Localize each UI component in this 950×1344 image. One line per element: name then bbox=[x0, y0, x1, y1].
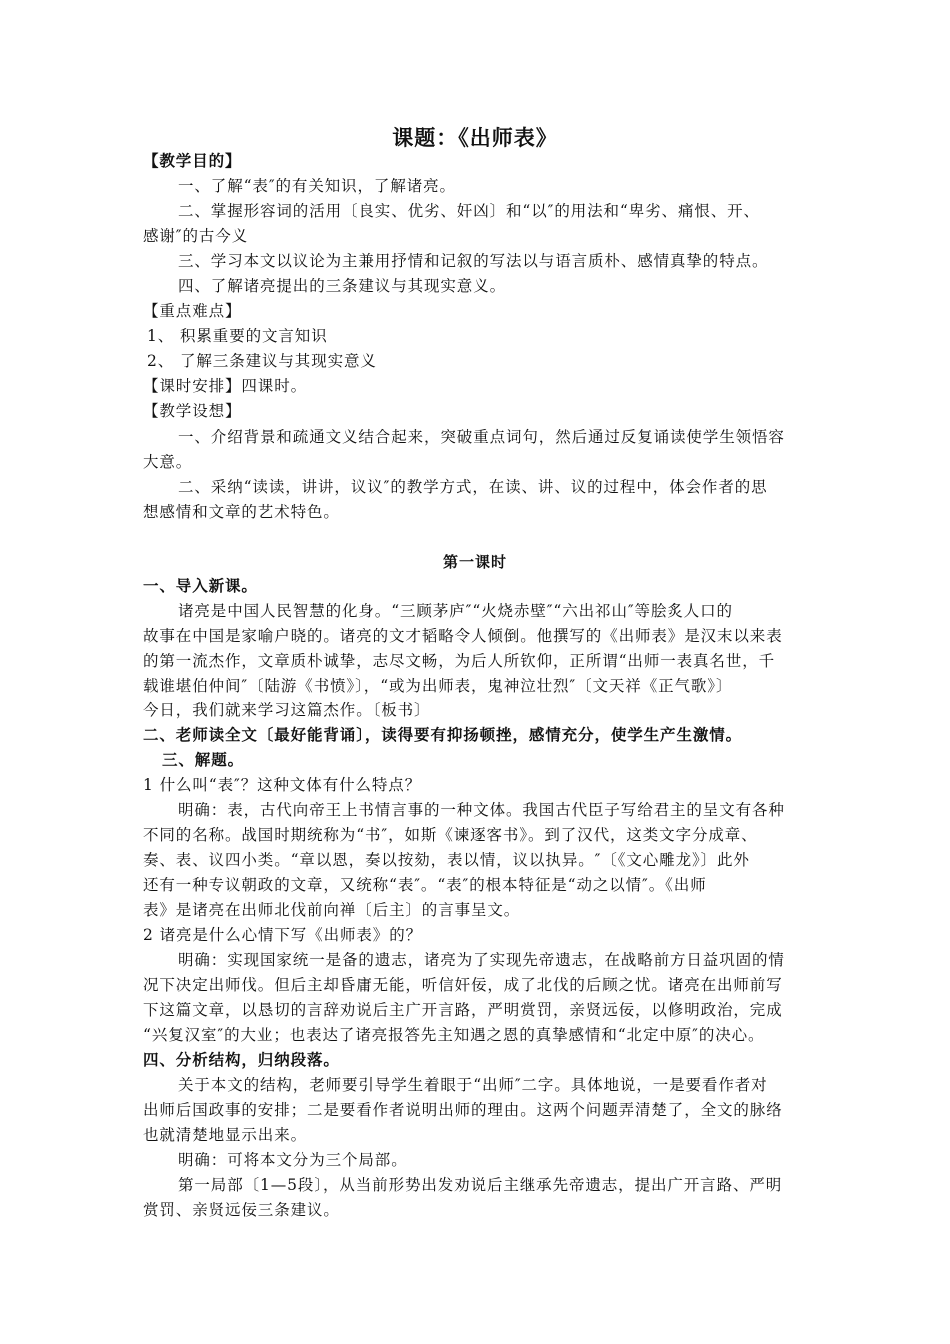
section-2-heading: 二、老师读全文〔最好能背诵〕，读得要有抑扬顿挫，感情充分，使学生产生激情。 bbox=[143, 725, 743, 744]
section-1-line-1: 诸亮是中国人民智慧的化身。“三顾茅庐″“火烧赤壁″“六出祁山″等脍炙人口的 bbox=[178, 602, 733, 620]
answer-1-line-1: 明确：表，古代向帝王上书情言事的一种文体。我国古代臣子写给君主的呈文有各种 bbox=[178, 801, 785, 819]
part-1-line-2: 赏罚、亲贤远佞三条建议。 bbox=[143, 1201, 340, 1219]
question-2: 2 诸亮是什么心情下写《出师表》的？ bbox=[143, 926, 422, 944]
key-point-1: 1、 积累重要的文言知识 bbox=[147, 327, 328, 345]
section-4-answer: 明确：可将本文分为三个局部。 bbox=[178, 1151, 408, 1169]
design-item-1-line-2: 大意。 bbox=[143, 453, 193, 471]
design-item-1-line-1: 一、介绍背景和疏通文义结合起来，突破重点词句，然后通过反复诵读使学生领悟容 bbox=[178, 428, 785, 446]
answer-2-line-1: 明确：实现国家统一是备的遗志，诸亮为了实现先帝遗志，在战略前方日益巩固的情 bbox=[178, 951, 785, 969]
section-4-line-3: 也就清楚地显示出来。 bbox=[143, 1126, 308, 1144]
section-3-heading: 三、解题。 bbox=[162, 750, 245, 769]
goal-item-4: 四、了解诸亮提出的三条建议与其现实意义。 bbox=[178, 277, 507, 295]
design-item-2-line-2: 想感情和文章的艺术特色。 bbox=[143, 503, 340, 521]
key-points-heading: 【重点难点】 bbox=[143, 302, 242, 320]
answer-2-line-2: 况下决定出师伐。但后主却昏庸无能，听信奸佞，成了北伐的后顾之忧。诸亮在出师前写 bbox=[143, 976, 783, 994]
design-item-2-line-1: 二、采纳“读读，讲讲，议议″的教学方式，在读、讲、议的过程中，体会作者的思 bbox=[178, 478, 768, 496]
answer-1-line-3: 奏、表、议四小类。“章以恩，奏以按劾，表以情，议以执异。″〔《文心雕龙》〕此外 bbox=[143, 851, 750, 869]
section-4-line-2: 出师后国政事的安排；二是要看作者说明出师的理由。这两个问题弄清楚了，全文的脉络 bbox=[143, 1101, 783, 1119]
answer-2-line-4: “兴复汉室″的大业；也表达了诸亮报答先主知遇之恩的真挚感情和“北定中原″的决心。 bbox=[143, 1026, 765, 1044]
part-1-line-1: 第一局部〔1—5段〕，从当前形势出发劝说后主继承先帝遗志，提出广开言路、严明 bbox=[178, 1176, 783, 1194]
question-1: 1 什么叫“表″？这种文体有什么特点？ bbox=[143, 776, 422, 794]
goal-item-1: 一、了解“表″的有关知识，了解诸亮。 bbox=[178, 177, 456, 195]
section-1-heading: 一、导入新课。 bbox=[143, 576, 258, 595]
goal-item-2-line-1: 二、掌握形容词的活用〔良实、优劣、奸凶〕和“以″的用法和“卑劣、痛恨、开、 bbox=[178, 202, 760, 220]
section-1-line-2: 故事在中国是家喻户晓的。诸亮的文才韬略令人倾倒。他撰写的《出师表》是汉末以来表 bbox=[143, 627, 783, 645]
answer-1-line-4: 还有一种专议朝政的文章，又统称“表″。“表″的根本特征是“动之以情″。《出师 bbox=[143, 876, 707, 894]
lesson-1-heading: 第一课时 bbox=[442, 553, 507, 571]
design-heading: 【教学设想】 bbox=[143, 402, 242, 420]
answer-2-line-3: 下这篇文章，以恳切的言辞劝说后主广开言路，严明赏罚，亲贤远佞，以修明政治，完成 bbox=[143, 1001, 783, 1019]
teaching-goals-heading: 【教学目的】 bbox=[143, 151, 242, 170]
answer-1-line-2: 不同的名称。战国时期统称为“书″，如斯《谏逐客书》。到了汉代，这类文字分成章、 bbox=[143, 826, 758, 844]
schedule-line: 【课时安排】四课时。 bbox=[143, 377, 308, 395]
section-1-line-3: 的第一流杰作，文章质朴诚挚，志尽文畅，为后人所钦仰，正所谓“出师一表真名世，千 bbox=[143, 652, 776, 670]
section-1-line-5: 今日，我们就来学习这篇杰作。〔板书〕 bbox=[143, 701, 431, 719]
section-4-heading: 四、分析结构，归纳段落。 bbox=[143, 1050, 340, 1069]
section-1-line-4: 载谁堪伯仲间″〔陆游《书愤》〕，“或为出师表，鬼神泣壮烈″〔文天祥《正气歌》〕 bbox=[143, 677, 733, 695]
answer-1-line-5: 表》是诸亮在出师北伐前向禅〔后主〕的言事呈文。 bbox=[143, 901, 521, 919]
key-point-2: 2、 了解三条建议与其现实意义 bbox=[147, 352, 377, 370]
goal-item-3: 三、学习本文以议论为主兼用抒情和记叙的写法以与语言质朴、感情真挚的特点。 bbox=[178, 252, 769, 270]
page-title: 课题：《出师表》 bbox=[392, 125, 558, 150]
section-4-line-1: 关于本文的结构，老师要引导学生着眼于“出师″二字。具体地说，一是要看作者对 bbox=[178, 1076, 768, 1094]
goal-item-2-line-2: 感谢″的古今义 bbox=[143, 227, 249, 245]
